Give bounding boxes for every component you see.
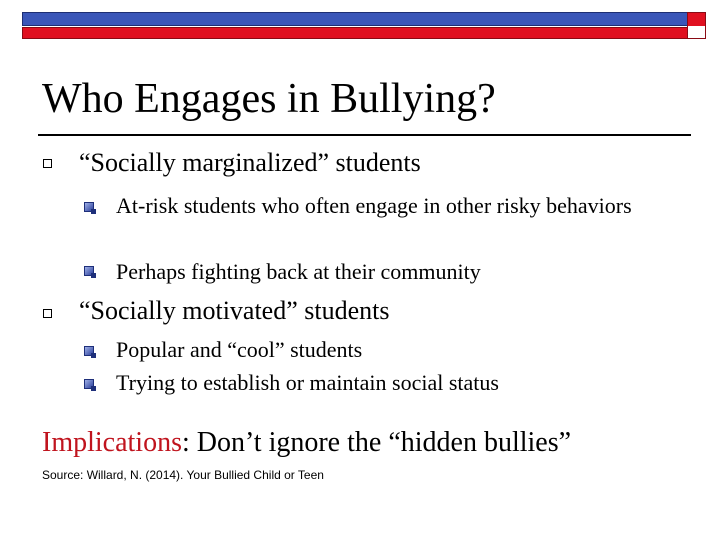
title-underline <box>38 134 691 136</box>
bullet-2-text: “Socially motivated” students <box>79 296 390 325</box>
square-bullet-icon <box>84 202 94 212</box>
source-citation: Source: Willard, N. (2014). Your Bullied Child or Teen <box>42 468 324 482</box>
bullet-2-sub-2: Trying to establish or maintain social status <box>116 370 499 395</box>
implications-label: Implications <box>42 427 182 458</box>
hollow-square-bullet-icon <box>43 159 52 168</box>
bullet-1-sub-2: Perhaps fighting back at their community <box>116 259 481 284</box>
bullet-1-sub-1: At-risk students who often engage in other risky behaviors <box>116 193 632 218</box>
square-bullet-icon <box>84 346 94 356</box>
bullet-1-text: “Socially marginalized” students <box>79 148 421 177</box>
corner-box-white <box>688 26 705 38</box>
top-bar-blue <box>22 12 706 26</box>
slide-title: Who Engages in Bullying? <box>42 76 496 122</box>
corner-box-red <box>688 13 705 26</box>
top-bar-red <box>22 27 706 39</box>
bullet-2-sub-1: Popular and “cool” students <box>116 337 363 362</box>
corner-box <box>687 12 706 39</box>
implications-line <box>42 427 571 459</box>
implications-text: : Don’t ignore the “hidden bullies” <box>181 427 572 458</box>
square-bullet-icon <box>84 379 94 389</box>
square-bullet-icon <box>84 266 94 276</box>
hollow-square-bullet-icon <box>43 309 52 318</box>
